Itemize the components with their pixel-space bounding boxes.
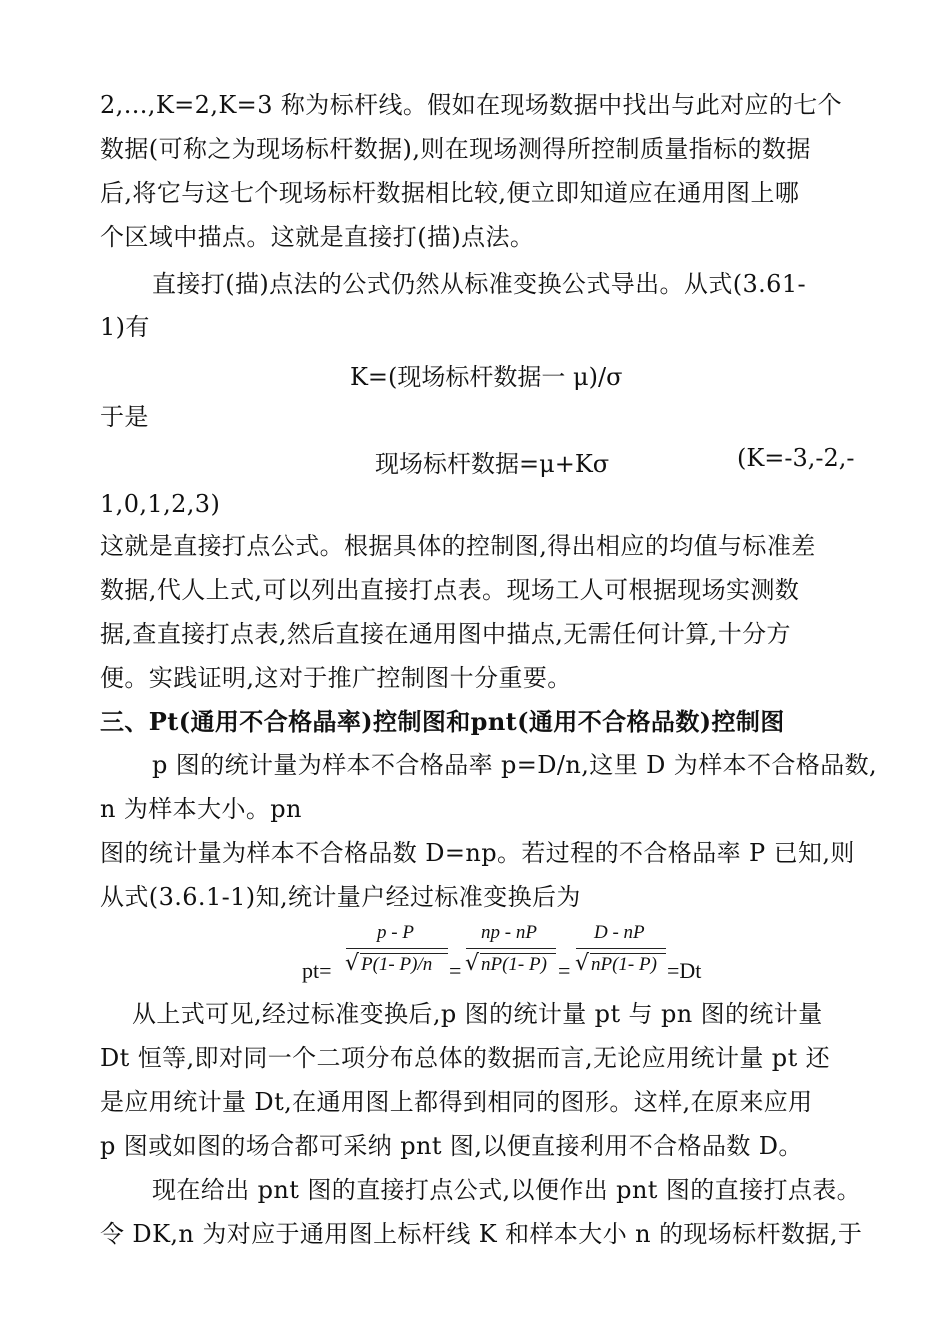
text-line: 从式(3.6.1-1)知,统计量户经过标准变换后为	[100, 883, 581, 911]
text-line: 于是	[100, 403, 149, 431]
fraction-3-denominator: nP(1- P)	[591, 954, 657, 975]
fraction-2-bar	[466, 948, 556, 949]
text-line: 1)有	[100, 313, 150, 341]
formula-k-definition: K=(现场标杆数据一 μ)/σ	[350, 363, 623, 391]
text-line: p 图或如图的场合都可采纳 pnt 图,以便直接利用不合格品数 D。	[100, 1132, 803, 1160]
sqrt-icon: √	[465, 951, 480, 976]
text-line: 直接打(描)点法的公式仍然从标准变换公式导出。从式(3.61-	[152, 270, 807, 298]
text-line: 现在给出 pnt 图的直接打点公式,以便作出 pnt 图的直接打点表。	[152, 1176, 862, 1204]
fraction-3-numerator: D - nP	[594, 922, 645, 943]
equals-sign: =	[449, 958, 462, 983]
text-line: p 图的统计量为样本不合格品率 p=D/n,这里 D 为样本不合格品数,	[152, 751, 878, 779]
formula-lhs: pt=	[302, 958, 332, 983]
sqrt-icon: √	[575, 951, 590, 976]
text-line: n 为样本大小。pn	[100, 795, 302, 823]
text-line: 2,...,K=2,K=3 称为标杆线。假如在现场数据中找出与此对应的七个	[100, 91, 843, 119]
fraction-2-denominator: nP(1- P)	[481, 954, 547, 975]
formula-k-range: (K=-3,-2,-	[737, 444, 855, 472]
text-line: Dt 恒等,即对同一个二项分布总体的数据而言,无论应用统计量 pt 还	[100, 1044, 831, 1072]
text-line: 数据,代人上式,可以列出直接打点表。现场工人可根据现场实测数	[100, 576, 800, 604]
text-line: 后,将它与这七个现场标杆数据相比较,便立即知道应在通用图上哪	[100, 179, 800, 207]
text-line: 1,0,1,2,3)	[100, 490, 221, 518]
text-line: 据,查直接打点表,然后直接在通用图中描点,无需任何计算,十分方	[100, 620, 791, 648]
text-line: 个区域中描点。这就是直接打(描)点法。	[100, 223, 535, 251]
equals-sign: =	[558, 958, 571, 983]
text-line: 这就是直接打点公式。根据具体的控制图,得出相应的均值与标准差	[100, 532, 816, 560]
text-line: 从上式可见,经过标准变换后,p 图的统计量 pt 与 pn 图的统计量	[132, 1000, 823, 1028]
text-line: 是应用统计量 Dt,在通用图上都得到相同的图形。这样,在原来应用	[100, 1088, 813, 1116]
text-line: 便。实践证明,这对于推广控制图十分重要。	[100, 664, 572, 692]
fraction-2-numerator: np - nP	[481, 922, 537, 943]
text-line: 数据(可称之为现场标杆数据),则在现场测得所控制质量指标的数据	[100, 135, 811, 163]
text-line: 令 DK,n 为对应于通用图上标杆线 K 和样本大小 n 的现场标杆数据,于	[100, 1220, 863, 1248]
fraction-3-bar	[576, 948, 666, 949]
fraction-1-bar	[346, 948, 448, 949]
fraction-1-denominator: P(1- P)/n	[361, 954, 433, 975]
formula-direct-plot: 现场标杆数据=μ+Kσ	[375, 450, 610, 478]
sqrt-icon: √	[345, 951, 360, 976]
text-line: 图的统计量为样本不合格品数 D=np。若过程的不合格品率 P 已知,则	[100, 839, 855, 867]
formula-rhs: =Dt	[667, 958, 702, 983]
section-heading: 三、Pt(通用不合格晶率)控制图和pnt(通用不合格品数)控制图	[100, 707, 785, 736]
fraction-1-numerator: p - P	[377, 922, 414, 943]
